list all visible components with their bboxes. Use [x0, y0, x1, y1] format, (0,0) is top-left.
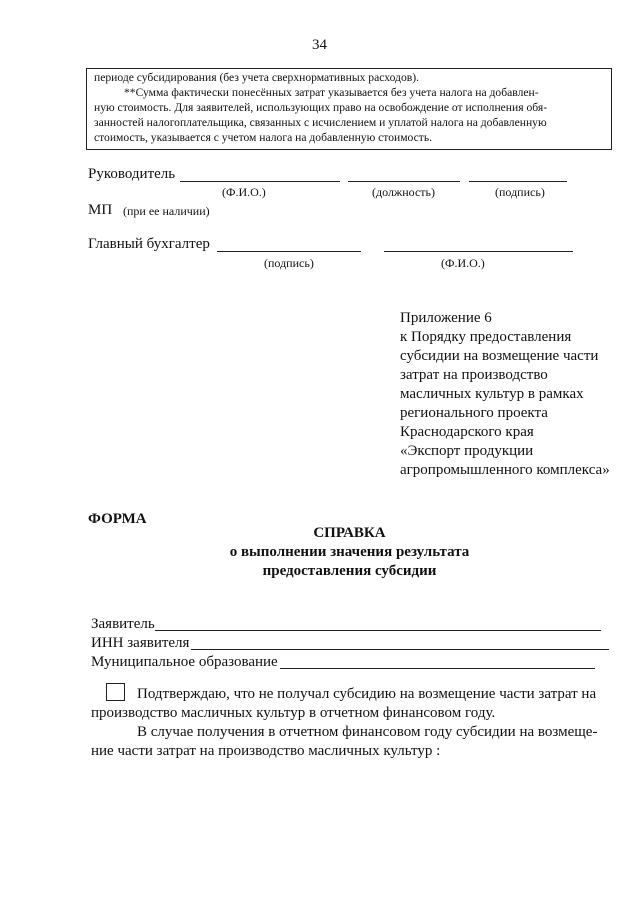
inn-label: ИНН заявителя [91, 635, 190, 651]
signature-caption: (подпись) [495, 185, 545, 199]
page-number: 34 [312, 37, 327, 53]
confirm-text: производство масличных культур в отчетном финансовом году. [91, 705, 496, 721]
appendix-line: масличных культур в рамках [400, 386, 584, 402]
head-signature-line[interactable] [469, 181, 567, 182]
form-title: СПРАВКА [313, 525, 386, 541]
accountant-fio-line[interactable] [384, 251, 573, 252]
applicant-field[interactable] [155, 630, 601, 631]
appendix-line: затрат на производство [400, 367, 548, 383]
head-position-line[interactable] [348, 181, 460, 182]
appendix-line: «Экспорт продукции [400, 443, 534, 459]
footnote-line: стоимость, указывается с учетом налога на добавленную стоимость. [94, 131, 433, 144]
footnote-line: ную стоимость. Для заявителей, использующих право на освобождение от исполнения обя- [94, 101, 548, 114]
confirm-checkbox[interactable] [106, 683, 125, 701]
form-subtitle: о выполнении значения результата [229, 544, 470, 560]
head-fio-line[interactable] [180, 181, 340, 182]
appendix-line: Краснодарского края [400, 424, 534, 440]
appendix-line: к Порядку предоставления [400, 329, 572, 345]
footnote-line: занностей налогоплательщика, связанных с исчислением и уплатой налога на добавленную [94, 116, 547, 129]
appendix-line: агропромышленного комплекса» [400, 462, 610, 478]
confirm-text: Подтверждаю, что не получал субсидию на возмещение части затрат на [137, 686, 597, 702]
fio-caption: (Ф.И.О.) [222, 185, 266, 199]
position-caption: (должность) [372, 185, 435, 199]
inn-field[interactable] [191, 649, 609, 650]
form-label: ФОРМА [88, 511, 147, 527]
received-text: В случае получения в отчетном финансовом году субсидии на возмеще- [137, 724, 598, 740]
footnote-line: периоде субсидирования (без учета сверхнормативных расходов). [94, 71, 419, 84]
municipality-label: Муниципальное образование [91, 654, 278, 670]
accountant-signature-line[interactable] [217, 251, 361, 252]
head-label: Руководитель [88, 166, 176, 182]
received-text: ние части затрат на производство масличных культур : [91, 743, 441, 759]
appendix-line: Приложение 6 [400, 310, 492, 326]
accountant-label: Главный бухгалтер [88, 236, 210, 252]
form-subtitle: предоставления субсидии [262, 563, 437, 579]
applicant-label: Заявитель [91, 616, 155, 632]
mp-note: (при ее наличии) [123, 204, 210, 218]
acc-signature-caption: (подпись) [264, 256, 314, 270]
appendix-line: субсидии на возмещение части [400, 348, 599, 364]
mp-label: МП [88, 202, 113, 218]
acc-fio-caption: (Ф.И.О.) [441, 256, 485, 270]
municipality-field[interactable] [280, 668, 595, 669]
footnote-line: **Сумма фактически понесённых затрат указывается без учета налога на добавлен- [124, 86, 539, 99]
appendix-line: регионального проекта [400, 405, 548, 421]
